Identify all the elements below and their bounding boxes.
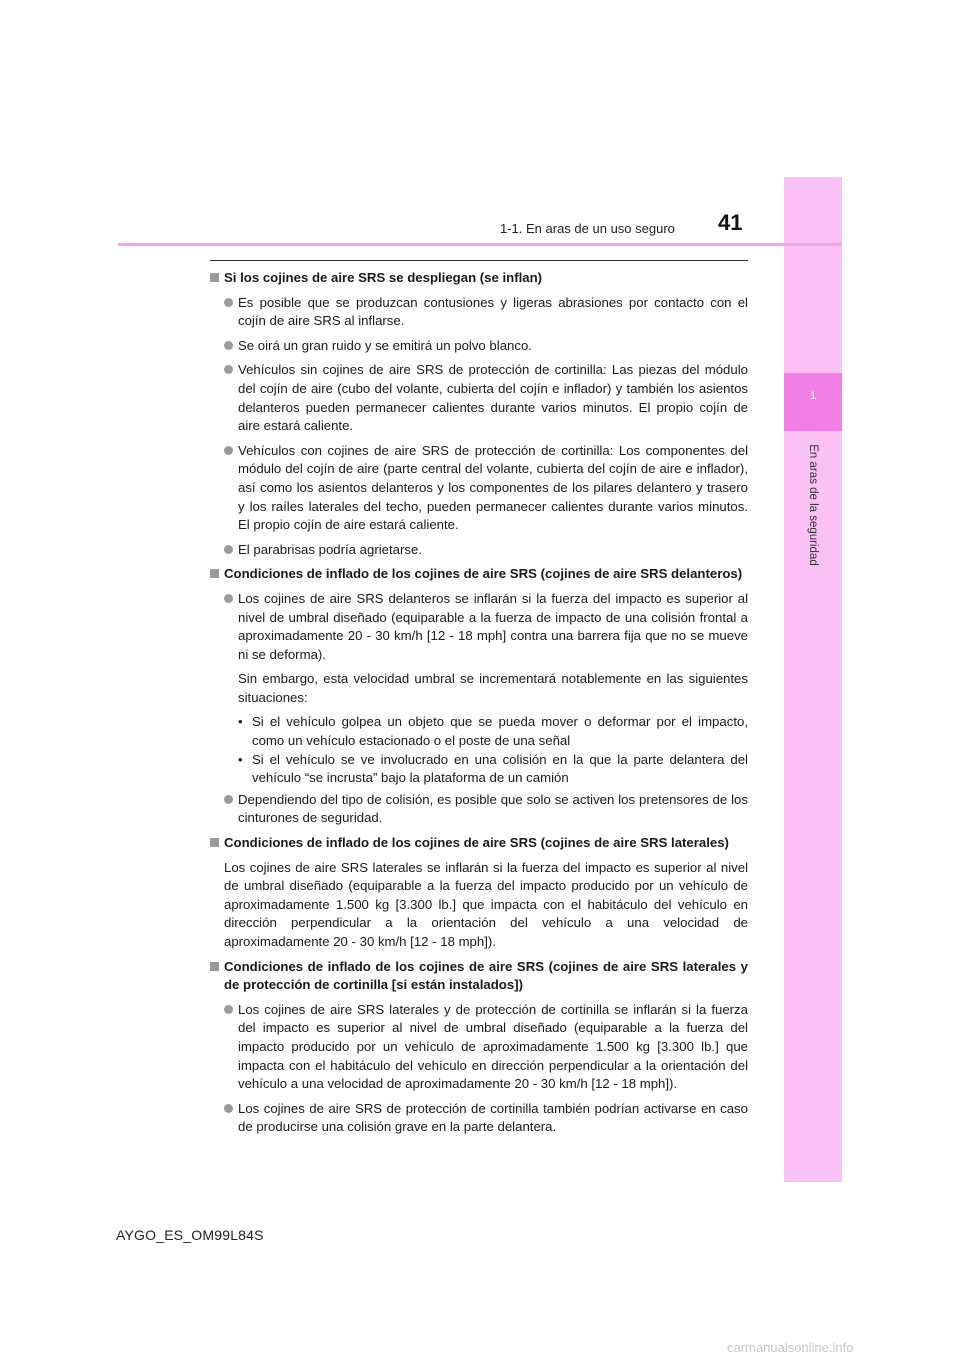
list-item: Los cojines de aire SRS laterales y de protección de cortinilla se inflarán si la fuerza del impacto es superior al nivel de umbral diseñado (equiparable a la fuerza del impacto producido por un vehículo de aproximadamente 1.500 kg [3.300 lb.] que impacta con el habitáculo del vehículo en dirección perpendicular a la orientación del vehículo a una velocidad de aproximadamente 20 - 30 km/h [12 - 18 mph]). — [210, 1001, 748, 1094]
paragraph: Los cojines de aire SRS laterales se inflarán si la fuerza del impacto es superior al nivel de umbral diseñado (equiparable a la fuerza del impacto producido por un vehículo de aproximadamente 1.500 kg [3.300 lb.] que impacta con el habitáculo del vehículo en dirección perpendicular a la orientación del vehículo a una velocidad de aproximadamente 20 - 30 km/h [12 - 18 mph]). — [224, 859, 748, 949]
square-bullet-icon — [210, 962, 219, 971]
content-rule — [210, 260, 748, 261]
sub-list-item: • Si el vehículo golpea un objeto que se pueda mover o deformar por el impacto, como un vehículo estacionado o el poste de una señal — [238, 714, 748, 749]
circle-bullet-icon — [224, 594, 233, 603]
header-rule — [118, 243, 842, 246]
list-item: Los cojines de aire SRS delanteros se inflarán si la fuerza del impacto es superior al nivel de umbral diseñado (equiparable a la fuerza de impacto de una colisión frontal a aproximadamente 20 - 30 km/h [12 - 18 mph] contra una barrera fija que no se mueve ni se deforma). — [210, 590, 748, 664]
footer-code: AYGO_ES_OM99L84S — [116, 1227, 264, 1243]
sub-list-item: • Si el vehículo se ve involucrado en una colisión en la que la parte delantera del vehículo “se incrusta” bajo la plataforma de un camión — [238, 751, 748, 786]
chapter-tab-active[interactable] — [784, 373, 842, 431]
chapter-side-tab — [784, 177, 842, 1182]
list-item: Los cojines de aire SRS de protección de cortinilla también podrían activarse en caso de producirse una colisión grave en la parte delantera. — [210, 1100, 748, 1137]
circle-bullet-icon — [224, 545, 233, 554]
page-content — [210, 269, 748, 1143]
chapter-number: 1 — [809, 390, 817, 402]
section-heading: Si los cojines de aire SRS se despliegan (se inflan) — [210, 269, 748, 288]
circle-bullet-icon — [224, 1005, 233, 1014]
dot-marker: • — [238, 714, 243, 730]
circle-bullet-icon — [224, 341, 233, 350]
list-item: Vehículos con cojines de aire SRS de protección de cortinilla: Los componentes del módulo del cojín de aire (parte central del volante, cubierta del cojín de aire e inflador), así como los asientos delanteros y los componentes de los pilares delantero y trasero y los raíles laterales del techo, pueden permanecer calientes durante varios minutos. El propio cojín de aire estará caliente. — [210, 442, 748, 535]
circle-bullet-icon — [224, 1104, 233, 1113]
list-item: El parabrisas podría agrietarse. — [210, 541, 748, 560]
watermark: carmanualsonline.info — [727, 1340, 854, 1355]
section-heading: Condiciones de inflado de los cojines de aire SRS (cojines de aire SRS delanteros) — [210, 565, 748, 584]
paragraph: Sin embargo, esta velocidad umbral se incrementará notablemente en las siguientes situaciones: — [238, 671, 748, 705]
square-bullet-icon — [210, 569, 219, 578]
circle-bullet-icon — [224, 446, 233, 455]
list-item: Vehículos sin cojines de aire SRS de protección de cortinilla: Las piezas del módulo del cojín de aire (cubo del volante, cubierta del cojín e inflador) y también los asientos delanteros pueden permanecer calientes durante varios minutos. El propio cojín de aire estará caliente. — [210, 361, 748, 435]
circle-bullet-icon — [224, 795, 233, 804]
circle-bullet-icon — [224, 298, 233, 307]
list-item: Se oirá un gran ruido y se emitirá un polvo blanco. — [210, 337, 748, 356]
square-bullet-icon — [210, 838, 219, 847]
page-number: 41 — [718, 210, 743, 235]
section-title: 1-1. En aras de un uso seguro — [500, 221, 675, 236]
dot-marker: • — [238, 751, 243, 767]
section-heading: Condiciones de inflado de los cojines de aire SRS (cojines de aire SRS laterales y de protección de cortinilla [si están instalados]) — [210, 958, 748, 995]
section-heading: Condiciones de inflado de los cojines de aire SRS (cojines de aire SRS laterales) — [210, 834, 748, 853]
list-item: Dependiendo del tipo de colisión, es posible que solo se activen los pretensores de los cinturones de seguridad. — [210, 791, 748, 828]
list-item: Es posible que se produzcan contusiones y ligeras abrasiones por contacto con el cojín de aire SRS al inflarse. — [210, 294, 748, 331]
square-bullet-icon — [210, 273, 219, 282]
chapter-title: En aras de la seguridad — [807, 444, 819, 566]
circle-bullet-icon — [224, 365, 233, 374]
